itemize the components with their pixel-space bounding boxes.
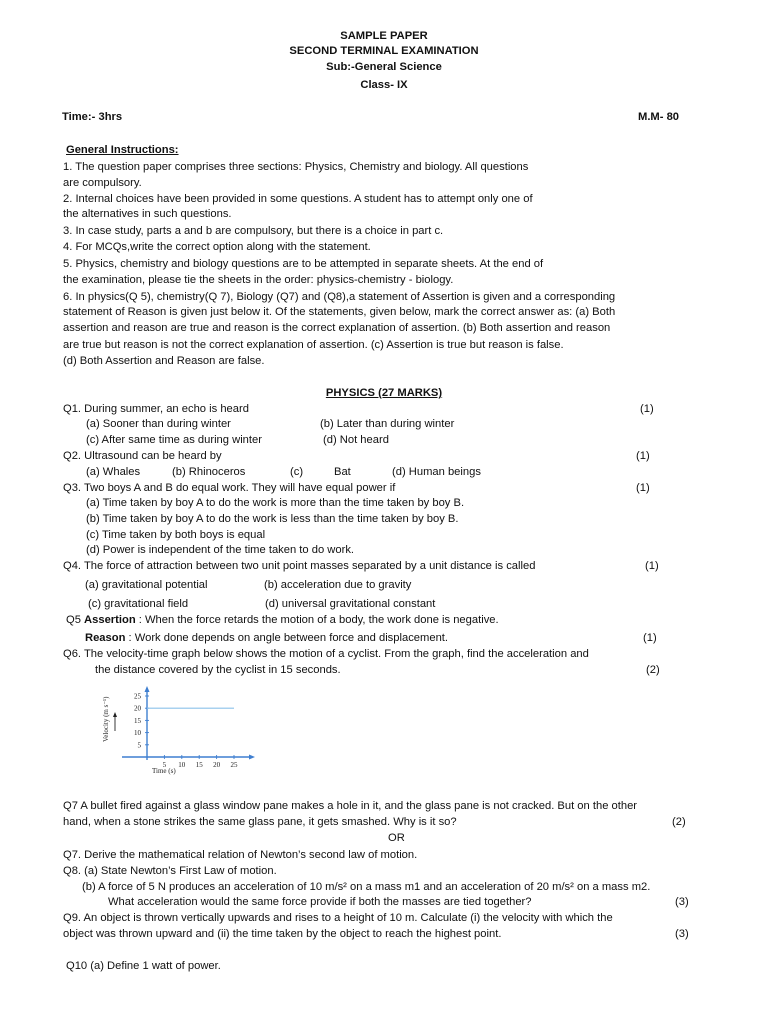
q8-part-b: (b) A force of 5 N produces an acceleration of 10 m/s² on a mass m1 and an acceleration of 20 m/s² on a mass m2. xyxy=(82,881,651,893)
y-axis-label-arrowhead xyxy=(113,712,117,717)
q1-marks: (1) xyxy=(640,403,654,415)
q4-option-d: (d) universal gravitational constant xyxy=(265,598,436,610)
q5-label: Q5 xyxy=(66,614,85,626)
q4-option-b: (b) acceleration due to gravity xyxy=(264,579,412,591)
instruction-line: 1. The question paper comprises three sections: Physics, Chemistry and biology. All questions xyxy=(63,161,529,173)
instruction-line: statement of Reason is given just below it. Of the statements, given below, mark the correct answer as: (a) Both xyxy=(63,306,616,318)
q4-text: Q4. The force of attraction between two unit point masses separated by a unit distance is called xyxy=(63,560,536,572)
y-axis-arrow xyxy=(145,686,150,692)
q2-option-a: (a) Whales xyxy=(86,466,141,478)
class-label: Class- IX xyxy=(360,79,408,91)
q2-option-c: (c) xyxy=(290,466,304,478)
y-tick-label: 25 xyxy=(134,692,141,701)
reason-label: Reason xyxy=(85,632,126,644)
q6-text: Q6. The velocity-time graph below shows the motion of a cyclist. From the graph, find the acceleration and xyxy=(63,648,589,660)
q8-part-b-cont: What acceleration would the same force provide if both the masses are tied together? xyxy=(108,896,532,908)
x-tick-label: 20 xyxy=(213,761,221,769)
reason-text: : Work done depends on angle between force and displacement. xyxy=(125,632,449,644)
physics-heading: PHYSICS (27 MARKS) xyxy=(325,387,443,399)
q6-marks: (2) xyxy=(646,664,660,676)
x-tick-label: 5 xyxy=(162,761,167,769)
instruction-line: 5. Physics, chemistry and biology questions are to be attempted in separate sheets. At the end of xyxy=(63,258,544,270)
q2-option-b: (b) Rhinoceros xyxy=(172,466,246,478)
max-marks: M.M- 80 xyxy=(638,111,680,123)
instruction-line: assertion and reason are true and reason is the correct explanation of assertion. (b) Both assertion and reason xyxy=(63,322,611,334)
q2-text: Q2. Ultrasound can be heard by xyxy=(63,450,222,462)
or-divider: OR xyxy=(388,832,405,844)
instructions-title: General Instructions: xyxy=(66,144,179,156)
instruction-line: are compulsory. xyxy=(63,177,142,189)
q1-text: Q1. During summer, an echo is heard xyxy=(63,403,249,415)
q3-option-d: (d) Power is independent of the time taken to do work. xyxy=(86,544,355,556)
q9-marks: (3) xyxy=(675,928,689,940)
paper-title: SAMPLE PAPER xyxy=(340,30,428,42)
q3-marks: (1) xyxy=(636,482,650,494)
q3-text: Q3. Two boys A and B do equal work. They will have equal power if xyxy=(63,482,396,494)
instruction-line: are true but reason is not the correct explanation of assertion. (c) Assertion is true but reason is false. xyxy=(63,339,564,351)
q4-marks: (1) xyxy=(645,560,659,572)
x-axis-arrow xyxy=(249,755,255,760)
y-tick-label: 15 xyxy=(134,716,141,725)
exam-name: SECOND TERMINAL EXAMINATION xyxy=(289,45,479,57)
assertion-label: Assertion xyxy=(84,614,136,626)
q3-option-c: (c) Time taken by both boys is equal xyxy=(86,529,266,541)
assertion-text: : When the force retards the motion of a body, the work done is negative. xyxy=(135,614,499,626)
instruction-line: (d) Both Assertion and Reason are false. xyxy=(63,355,265,367)
x-tick-label: 15 xyxy=(195,761,203,769)
q3-option-a: (a) Time taken by boy A to do the work is more than the time taken by boy B. xyxy=(86,497,465,509)
y-tick-label: 10 xyxy=(134,729,141,738)
q1-option-c: (c) After same time as during winter xyxy=(86,434,262,446)
q5-assertion xyxy=(66,613,499,627)
x-axis-label: Time (s) xyxy=(152,767,176,775)
q5-marks: (1) xyxy=(643,632,657,644)
y-tick-label: 5 xyxy=(137,741,141,750)
q8-marks: (3) xyxy=(675,896,689,908)
q1-option-b: (b) Later than during winter xyxy=(320,418,455,430)
velocity-time-graph xyxy=(92,684,258,776)
q2-marks: (1) xyxy=(636,450,650,462)
q1-option-a: (a) Sooner than during winter xyxy=(86,418,231,430)
q9-text-cont: object was thrown upward and (ii) the time taken by the object to reach the highest point. xyxy=(63,928,502,940)
instruction-line: 3. In case study, parts a and b are compulsory, but there is a choice in part c. xyxy=(63,225,444,237)
subject: Sub:-General Science xyxy=(326,61,442,73)
q2-option-c-text: Bat xyxy=(334,466,351,478)
y-tick-label: 20 xyxy=(134,704,141,713)
x-tick-label: 10 xyxy=(178,761,186,769)
q5-reason xyxy=(85,631,448,645)
q9-text: Q9. An object is thrown vertically upwards and rises to a height of 10 m. Calculate (i) the velocity with which the xyxy=(63,912,613,924)
q6-text-cont: the distance covered by the cyclist in 15 seconds. xyxy=(95,664,341,676)
instruction-line: the examination, please tie the sheets in the order: physics-chemistry - biology. xyxy=(63,274,454,286)
q7-marks: (2) xyxy=(672,816,686,828)
x-tick-label: 25 xyxy=(230,761,238,769)
instruction-line: 4. For MCQs,write the correct option along with the statement. xyxy=(63,241,371,253)
instruction-line: 2. Internal choices have been provided in some questions. A student has to attempt only one of xyxy=(63,193,533,205)
q7-text: Q7 A bullet fired against a glass window pane makes a hole in it, and the glass pane is not cracked. But on the other xyxy=(63,800,638,812)
q3-option-b: (b) Time taken by boy A to do the work is less than the time taken by boy B. xyxy=(86,513,459,525)
instruction-line: the alternatives in such questions. xyxy=(63,208,232,220)
q4-option-c: (c) gravitational field xyxy=(88,598,189,610)
q7-text-cont: hand, when a stone strikes the same glass pane, it gets smashed. Why is it so? xyxy=(63,816,457,828)
q2-option-d: (d) Human beings xyxy=(392,466,481,478)
q4-option-a: (a) gravitational potential xyxy=(85,579,208,591)
q8-part-a: Q8. (a) State Newton’s First Law of motion. xyxy=(63,865,277,877)
q10-text: Q10 (a) Define 1 watt of power. xyxy=(66,960,221,972)
time-allowed: Time:- 3hrs xyxy=(62,111,123,123)
instruction-line: 6. In physics(Q 5), chemistry(Q 7), Biology (Q7) and (Q8),a statement of Assertion is given and a corresponding xyxy=(63,291,616,303)
y-axis-label: Velocity (m s⁻¹) xyxy=(102,696,110,742)
q7-alternative: Q7. Derive the mathematical relation of Newton’s second law of motion. xyxy=(63,849,418,861)
q1-option-d: (d) Not heard xyxy=(323,434,389,446)
